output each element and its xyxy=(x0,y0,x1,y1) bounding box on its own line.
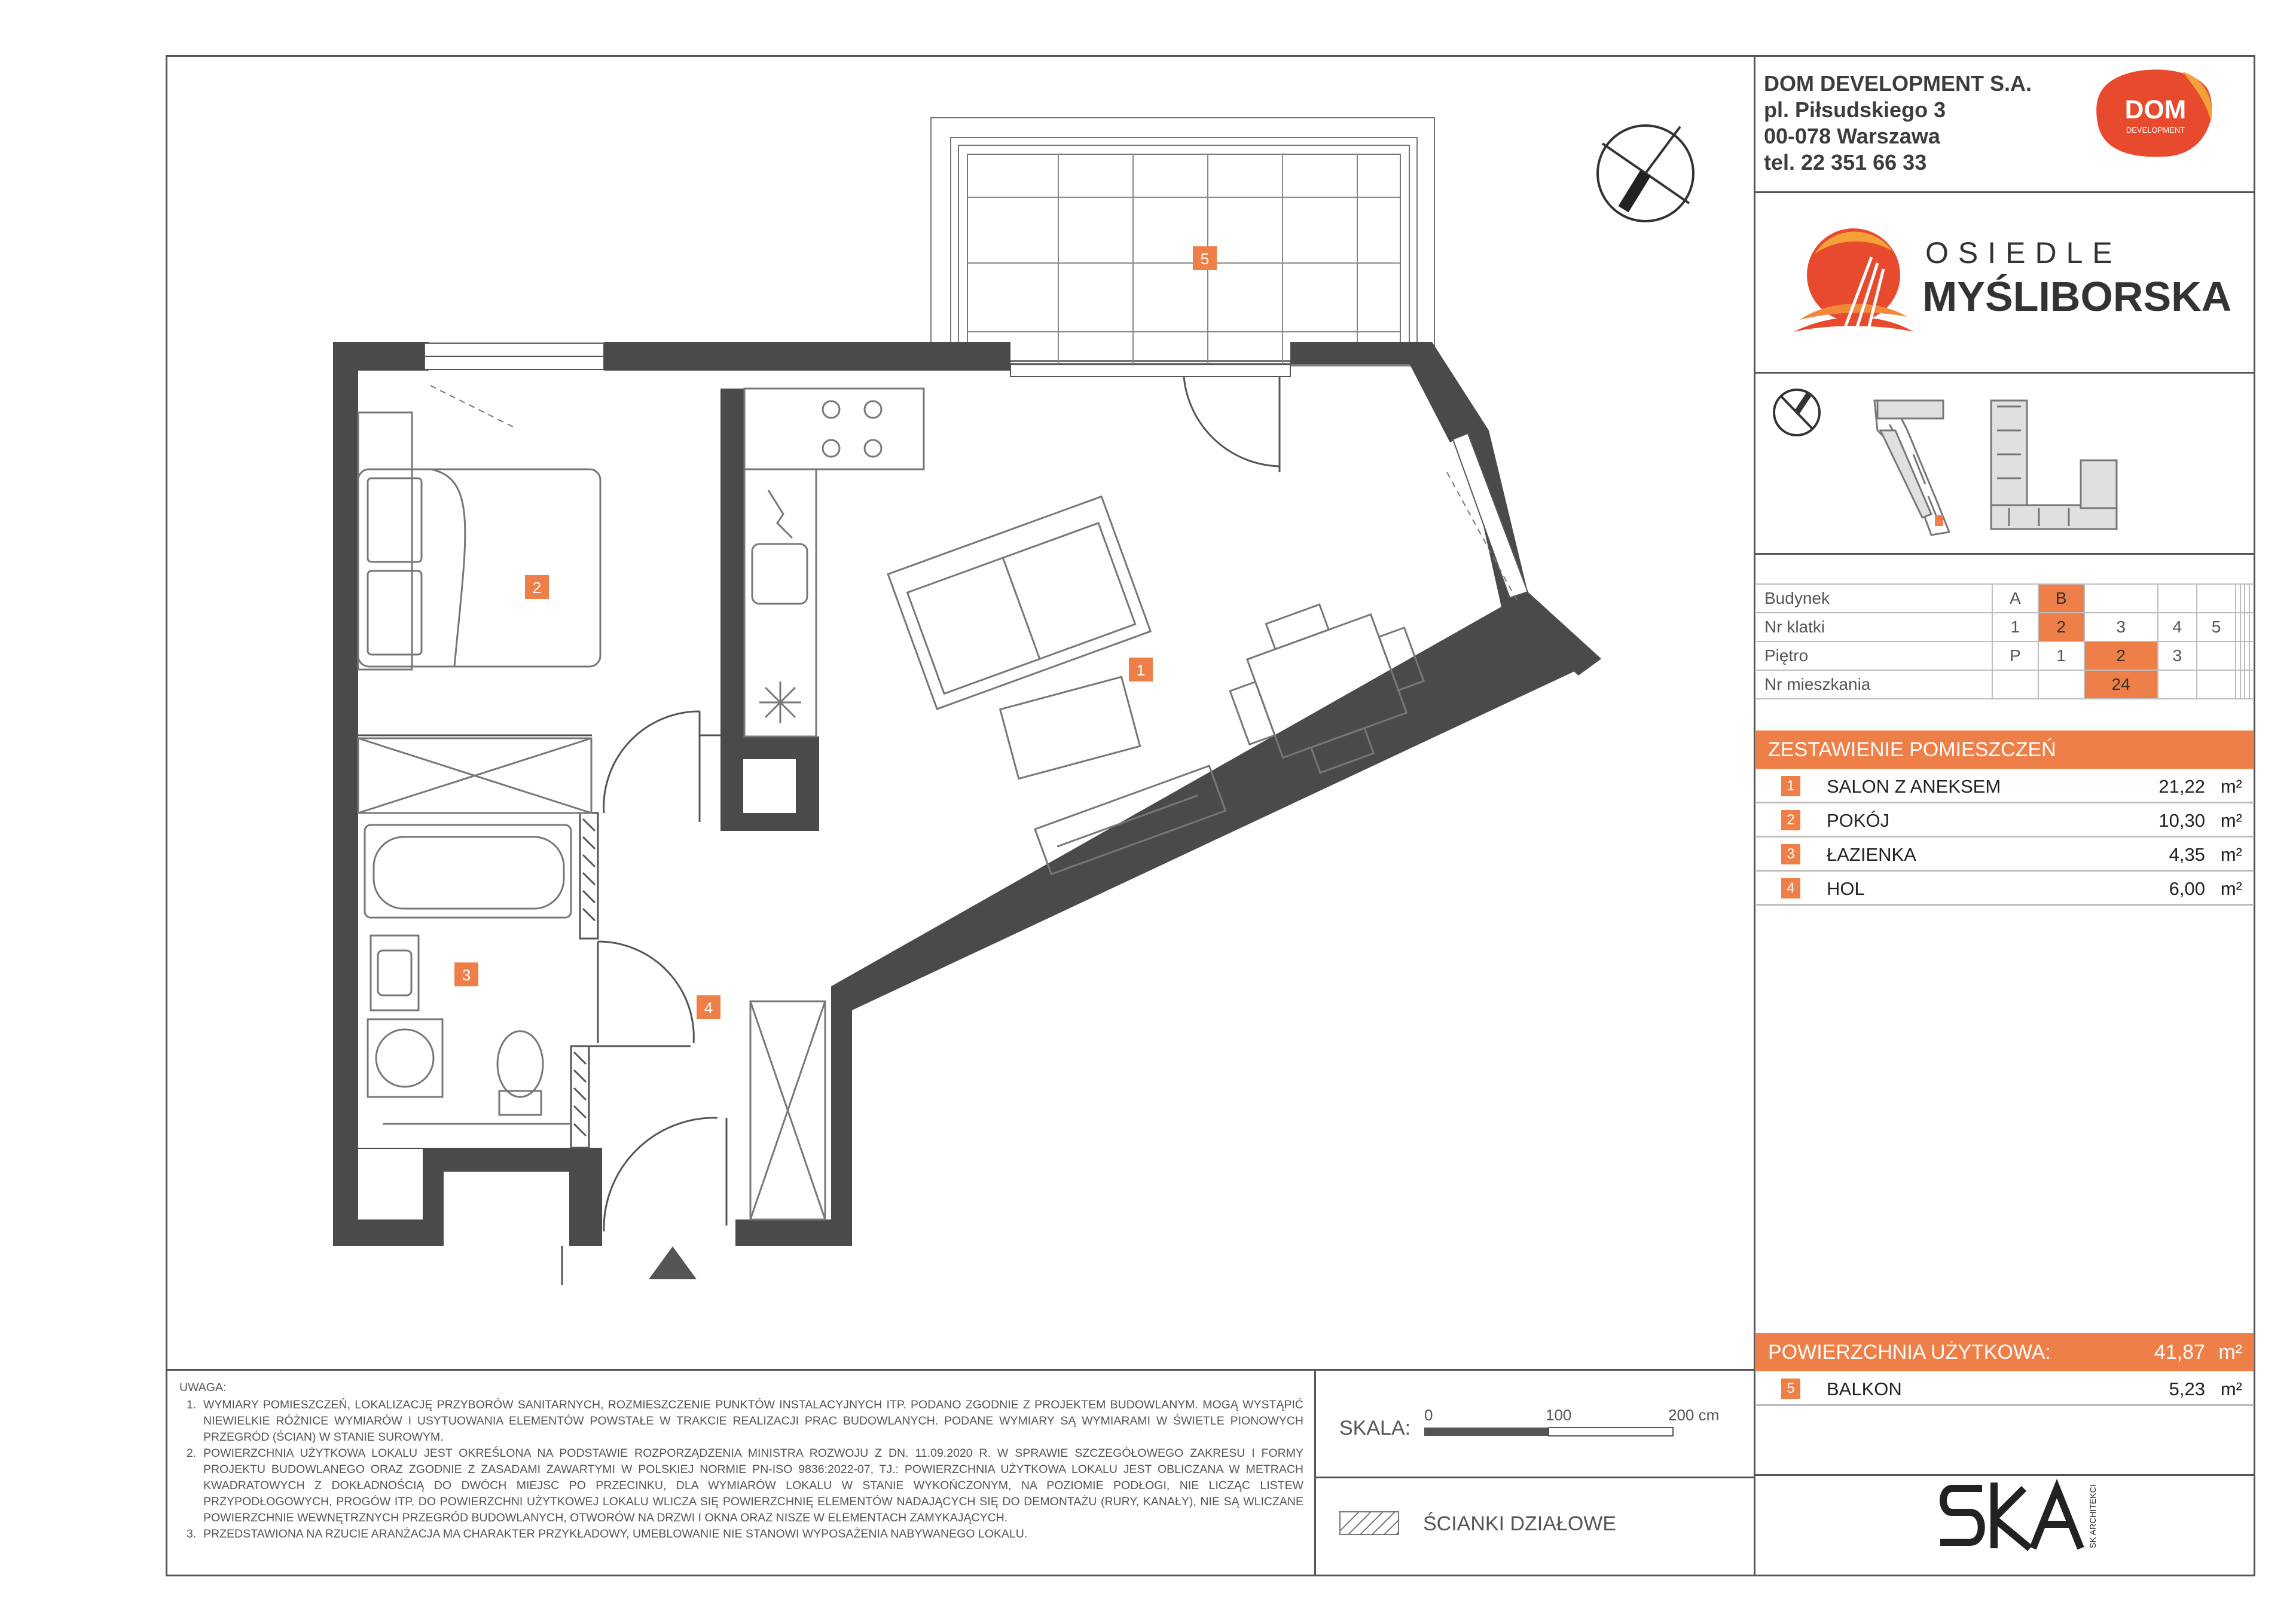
notes-divider xyxy=(166,1369,1755,1371)
staircase-5: 5 xyxy=(2197,613,2236,641)
scale-tick-100: 100 xyxy=(1546,1406,1572,1424)
svg-text:4: 4 xyxy=(704,999,713,1017)
room-area: 6,00 xyxy=(2169,878,2205,899)
tb-line-4 xyxy=(1754,1474,2255,1476)
rooms-header: ZESTAWIENIE POMIESZCZEŃ xyxy=(1755,730,2254,769)
staircase-1: 1 xyxy=(1992,613,2038,641)
tb-line-3 xyxy=(1754,553,2255,555)
floor-3: 3 xyxy=(2158,641,2197,670)
balcony-area: 5,23 xyxy=(2169,1379,2205,1399)
apartment-label: Nr mieszkania xyxy=(1755,670,1992,699)
total-label: POWIERZCHNIA UŻYTKOWA: xyxy=(1768,1341,2051,1364)
room-label-1 xyxy=(1129,658,1153,681)
balcony-unit: m² xyxy=(2220,1379,2242,1399)
osiedle-word: OSIEDLE xyxy=(1925,236,2122,270)
scale-tick-200: 200 cm xyxy=(1668,1406,1720,1424)
apartment-number: 24 xyxy=(2084,670,2158,699)
svg-text:3: 3 xyxy=(462,966,471,984)
row-building xyxy=(1755,584,2254,613)
room-num: 4 xyxy=(1781,878,1800,898)
room-row-1 xyxy=(1755,770,2254,803)
balcony-tiles xyxy=(967,154,1400,363)
room-name: SALON Z ANEKSEM xyxy=(1827,776,2001,797)
keyplan-building-a xyxy=(1874,401,1949,535)
osiedle-logo xyxy=(1788,221,2242,347)
note-item: 3. PRZEDSTAWIONA NA RZUCIE ARANŻACJA MA CHARAKTER PRZYKŁADOWY, UMEBLOWANIE NIE STANOWI WYPOSAŻENIA NABYWANEGO LOKALU. xyxy=(187,1527,1028,1541)
building-b: B xyxy=(2038,584,2084,613)
staircase-3: 3 xyxy=(2084,613,2158,641)
balcony-name: BALKON xyxy=(1827,1379,1902,1399)
tb-line-1 xyxy=(1754,191,2255,193)
scale-divider xyxy=(1314,1369,1316,1576)
room-unit: m² xyxy=(2220,844,2242,865)
row-staircase xyxy=(1755,613,2254,641)
room-area: 10,30 xyxy=(2158,810,2205,831)
company-phone: tel. 22 351 66 33 xyxy=(1764,150,1927,175)
floor-1: 1 xyxy=(2038,641,2084,670)
staircase-4: 4 xyxy=(2158,613,2197,641)
dom-development-logo xyxy=(2093,66,2218,161)
window-balcony-door xyxy=(1010,365,1290,472)
room-unit: m² xyxy=(2220,776,2242,797)
room-name: HOL xyxy=(1827,878,1865,899)
walls xyxy=(333,342,1601,1246)
window-bedroom xyxy=(425,343,604,427)
company-street: pl. Piłsudskiego 3 xyxy=(1764,97,1946,122)
svg-text:2: 2 xyxy=(532,579,542,597)
company-name: DOM DEVELOPMENT S.A. xyxy=(1764,71,2032,96)
room-num: 2 xyxy=(1781,810,1800,830)
room-area: 4,35 xyxy=(2169,844,2205,865)
dom-logo-sub: DEVELOPMENT xyxy=(2126,126,2185,135)
scale-tick-0: 0 xyxy=(1424,1406,1433,1424)
partition-wall-legend-label: ŚCIANKI DZIAŁOWE xyxy=(1423,1512,1617,1535)
room-label-5 xyxy=(1193,246,1217,270)
keyplan-compass xyxy=(1774,390,1819,435)
scale-label: SKALA: xyxy=(1339,1417,1411,1439)
total-unit: m² xyxy=(2218,1341,2242,1364)
note-item: 1. WYMIARY POMIESZCZEŃ, LOKALIZACJĘ PRZYBORÓW SANITARNYCH, ROZMIESZCZENIE PUNKTÓW INSTALACYJNYCH ITP. PODANO ZGODNIE Z PROJEKTEM BUDOWLANYM. MOGĄ WYSTĄPIĆ NIEWIELKIE RÓŻNICE WYMIARÓW I USYTUOWANIA ELEMENTÓW POWSTAŁE W TRAKCIE REALIZACJI PRAC BUDOWLANYCH. PODANE WYMIARY SĄ WYMIARAMI W ŚWIETLE PIONOWYCH PRZEGRÓD (ŚCIAN) W STANIE SUROWYM. xyxy=(187,1398,1303,1444)
note-item: 2. POWIERZCHNIA UŻYTKOWA LOKALU JEST OKREŚLONA NA PODSTAWIE ROZPORZĄDZENIA MINISTRA ROZWOJU Z DN. 11.09.2020 R. W SPRAWIE SZCZEGÓŁOWEGO ZAKRESU I FORMY PROJEKTU BUDOWLANEGO ORAZ ZGODNIE Z ZASADAMI ZAWARTYMI W POLSKIEJ NORMIE PN-ISO 9836:2022-07, TJ.: POWIERZCHNIA UŻYTKOWA LOKALU JEST OBLICZANA W METRACH KWADRATOWYCH Z DOKŁADNOŚCIĄ DO DWÓCH MIEJSC PO PRZECINKU, DLA WYMIARÓW LOKALU W STANIE WYKOŃCZONYM, NA POZIOMIE PODŁOGI, NIE LICZĄC LISTEW PRZYPODŁOGOWYCH, PROGÓW ITP. DO POWIERZCHNI UŻYTKOWEJ LOKALU WLICZA SIĘ POWIERZCHNIĘ ELEMENTÓW NADAJĄCYCH SIĘ DO DEMONTAŻU (RURY, KANAŁY), NIE SĄ WLICZANE POWIERZCHNIE WEWNĘTRZNYCH PRZEGRÓD BUDOWLANYCH, OTWORÓW NA DRZWI I OKNA ORAZ NISZE W ELEMENTACH ZAMYKAJĄCYCH. xyxy=(187,1447,1303,1524)
svg-text:5: 5 xyxy=(1200,250,1210,268)
svg-text:1: 1 xyxy=(1136,661,1146,679)
floor-label: Piętro xyxy=(1755,641,1992,670)
row-apartment xyxy=(1755,670,2254,699)
room-row-4 xyxy=(1755,872,2254,906)
room-unit: m² xyxy=(2220,810,2242,831)
building-a: A xyxy=(1992,584,2038,613)
key-plan xyxy=(1770,383,2242,544)
total-area-row xyxy=(1755,1333,2254,1371)
room-name: ŁAZIENKA xyxy=(1827,844,1916,865)
dom-logo-text: DOM xyxy=(2124,95,2187,124)
notes-block xyxy=(179,1380,1303,1542)
company-city: 00-078 Warszawa xyxy=(1764,124,1940,148)
north-compass xyxy=(1598,126,1693,221)
balcony-row xyxy=(1755,1373,2254,1406)
room-row-2 xyxy=(1755,804,2254,838)
kitchen xyxy=(744,389,924,736)
sofa xyxy=(888,497,1150,709)
floor-2: 2 xyxy=(2084,641,2158,670)
staircase-2: 2 xyxy=(2038,613,2084,641)
scale-legend-divider xyxy=(1314,1477,1755,1478)
keyplan-apartment-marker xyxy=(1935,515,1943,526)
partition-wall-hatch-swatch xyxy=(1339,1511,1399,1535)
floor-p: P xyxy=(1992,641,2038,670)
total-area: 41,87 xyxy=(2154,1341,2205,1364)
apartment-info-table xyxy=(1755,583,2254,699)
notes-title: UWAGA: xyxy=(179,1381,227,1394)
ska-sub-text: SK ARCHITEKCI xyxy=(2088,1484,2097,1548)
osiedle-name: MYŚLIBORSKA xyxy=(1922,273,2232,320)
wardrobe xyxy=(358,738,591,813)
building-label: Budynek xyxy=(1755,584,1992,613)
company-info xyxy=(1764,71,2032,176)
room-area: 21,22 xyxy=(2158,776,2205,797)
room-label-3 xyxy=(454,962,478,986)
room-label-4 xyxy=(697,995,720,1019)
hall-wardrobe xyxy=(750,1001,825,1219)
entrance-marker xyxy=(649,1246,697,1279)
room-label-2 xyxy=(525,575,549,599)
room-unit: m² xyxy=(2220,878,2242,899)
staircase-label: Nr klatki xyxy=(1755,613,1992,641)
room-name: POKÓJ xyxy=(1827,810,1890,831)
balcony-num: 5 xyxy=(1781,1379,1800,1399)
room-row-3 xyxy=(1755,838,2254,872)
room-num: 3 xyxy=(1781,844,1800,864)
row-floor xyxy=(1755,641,2254,670)
keyplan-building-b xyxy=(1991,401,2117,529)
room-num: 1 xyxy=(1781,776,1800,796)
bed xyxy=(358,412,600,670)
ska-architekci-logo xyxy=(1934,1477,2114,1560)
coffee-table xyxy=(1000,677,1140,778)
balcony-outline xyxy=(931,118,1434,366)
tb-line-2 xyxy=(1754,372,2255,374)
